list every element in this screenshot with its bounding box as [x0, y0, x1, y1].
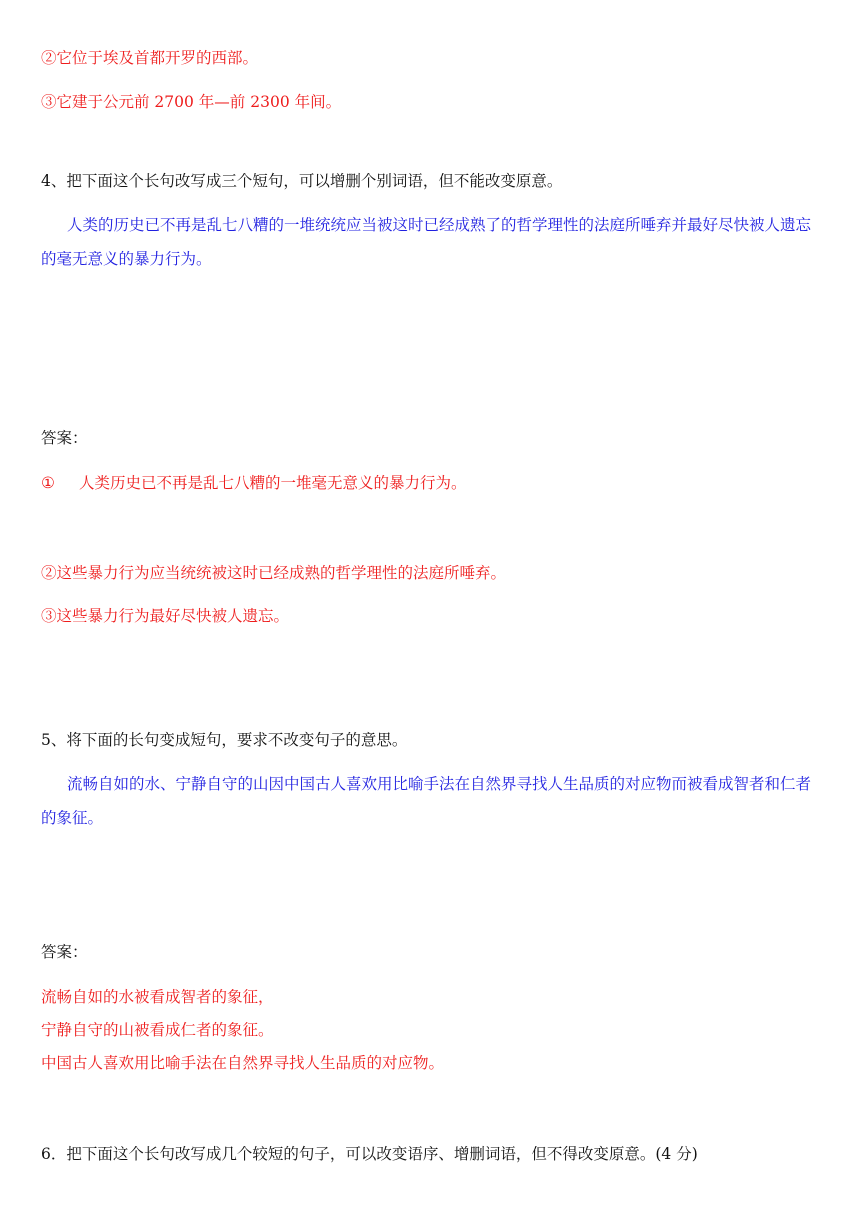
question-5-answer-label: 答案： [41, 943, 88, 961]
question-4-answer-label: 答案： [41, 429, 88, 447]
question-5-prompt: 5、将下面的长句变成短句，要求不改变句子的意思。 [41, 731, 408, 749]
question-4-answer-3: ③这些暴力行为最好尽快被人遗忘。 [41, 607, 290, 625]
question-5-sentence: 流畅自如的水、宁静自守的山因中国古人喜欢用比喻手法在自然界寻找人生品质的对应物而被看成智者和仁者的象征。 [41, 775, 812, 827]
question-4-sentence: 人类的历史已不再是乱七八糟的一堆统统应当被这时已经成熟了的哲学理性的法庭所唾弃并最好尽快被人遗忘的毫无意义的暴力行为。 [41, 216, 812, 268]
question-6-prompt: 6．把下面这个长句改写成几个较短的句子，可以改变语序、增删词语，但不得改变原意。(4 分) [41, 1145, 698, 1163]
previous-answer-3: ③它建于公元前 2700 年—前 2300 年间。 [41, 93, 342, 111]
question-4-answer-2: ②这些暴力行为应当统统被这时已经成熟的哲学理性的法庭所唾弃。 [41, 564, 507, 582]
question-5-answer-3: 中国古人喜欢用比喻手法在自然界寻找人生品质的对应物。 [41, 1054, 445, 1072]
question-4-answer-1 [41, 473, 467, 493]
question-5-answer-1: 流畅自如的水被看成智者的象征， [41, 988, 274, 1006]
previous-answer-2: ②它位于埃及首都开罗的西部。 [41, 49, 259, 67]
answer-1-text: 人类历史已不再是乱七八糟的一堆毫无意义的暴力行为。 [79, 474, 467, 492]
question-4-prompt: 4、把下面这个长句改写成三个短句，可以增删个别词语，但不能改变原意。 [41, 172, 563, 190]
question-5-answer-2: 宁静自守的山被看成仁者的象征。 [41, 1021, 274, 1039]
answer-1-marker: ① [41, 474, 55, 492]
